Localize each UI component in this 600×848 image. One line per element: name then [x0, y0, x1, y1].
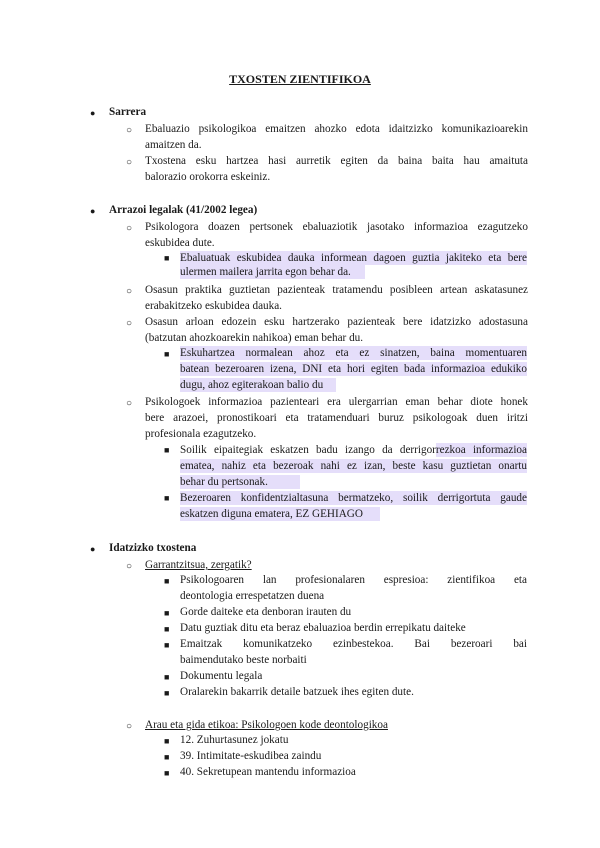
bullet-circle: ○ [126, 286, 133, 297]
bullet-circle: ○ [126, 561, 133, 572]
document-title: TXOSTEN ZIENTIFIKOA [229, 72, 371, 86]
arrazoi-subitem-3-line-1: Soilik eipaitegiak eskatzen badu izango da derrigorrezkoa informazioa [180, 444, 527, 456]
bullet-square: ■ [164, 445, 170, 455]
arrazoi-subitem-1-line-1: Ebaluatuak eskubidea dauka informean dagoen guztia jakiteko eta bere [180, 252, 527, 264]
reason-4-line-2: baimendutako beste norbaiti [180, 654, 307, 666]
reason-6: Oralarekin bakarrik detaile batzuek ihes egiten dute. [180, 686, 414, 698]
arrazoi-item-3-line-2: (batzutan ahozkoarekin nahikoa) eman behar du. [145, 332, 364, 344]
bullet-square: ■ [164, 253, 170, 263]
arrazoi-item-1-line-1: Psikologora doazen pertsonek ebaluaziotik jasotako informazioa ezagutzeko [145, 221, 528, 233]
reason-3: Datu guztiak ditu eta beraz ebaluazioa berdin errepikatu daiteke [180, 622, 466, 634]
bullet-circle: ○ [126, 157, 133, 168]
bullet-circle: ○ [126, 318, 133, 329]
bullet-square: ■ [164, 576, 170, 586]
bullet-square: ■ [164, 493, 170, 503]
bullet-square: ■ [164, 672, 170, 682]
bullet-square: ■ [164, 752, 170, 762]
bullet-square: ■ [164, 349, 170, 359]
sarrera-item-1-line-1: Ebaluazio psikologikoa emaitzen ahozko edota idaitzizko komunikazioarekin [145, 123, 528, 135]
reason-4-line-1: Emaitzak komunikatzeko ezinbestekoa. Bai bezeroari bai [180, 638, 527, 650]
arrazoi-item-4-line-1: Psikologoek informazioa pazienteari era ulergarrian eman behar diote honek [145, 396, 528, 408]
arrazoi-subitem-2-line-2: batean bezeroaren izena, DNI eta hori egiten bada informazioa edukiko [180, 363, 527, 375]
arrazoi-subitem-2-line-1: Eskuhartzea normalean ahoz eta ez sinatzen, baina momentuaren [180, 347, 527, 359]
bullet-circle: ○ [126, 721, 133, 732]
bullet-circle: ○ [126, 398, 133, 409]
arrazoi-subitem-3-line-2: ematea, nahiz eta bezeroak nahi ez izan, beste kasu guztietan onartu [180, 460, 527, 472]
arrazoi-subitem-4-line-1: Bezeroaren konfidentzialtasuna bermatzeko, soilik derrigortuta gaude [180, 492, 527, 504]
section-heading-sarrera: Sarrera [109, 106, 147, 118]
rule-item: 12. Zuhurtasunez jokatu [180, 734, 289, 746]
garrantzitsua-subheading: Garrantzitsua, zergatik? [145, 559, 252, 571]
bullet-square: ■ [164, 640, 170, 650]
rule-item: 40. Sekretupean mantendu informazioa [180, 766, 356, 778]
arrazoi-item-2-line-2: erabakitzeko eskubidea dauka. [145, 300, 282, 312]
arrazoi-item-4-line-3: profesionala ezagutzeko. [145, 428, 257, 440]
reason-1-line-2: deontologia errespetatzen duena [180, 590, 325, 602]
bullet-disc: ● [90, 206, 96, 216]
sarrera-item-1-line-2: amaitzen da. [145, 139, 202, 151]
arrazoi-subitem-3-line-3: behar du pertsonak. [180, 476, 268, 488]
arrazoi-subitem-1-line-2: ulermen mailera jarrita egon behar da. [180, 266, 351, 278]
arrazoi-item-2-line-1: Osasun praktika guztietan pazienteak tratamendu posibleen artean askatasunez [145, 284, 528, 296]
bullet-disc: ● [90, 544, 96, 554]
bullet-disc: ● [90, 108, 96, 118]
bullet-square: ■ [164, 624, 170, 634]
sarrera-item-2-line-2: balorazio orokorra eskeiniz. [145, 171, 271, 183]
bullet-square: ■ [164, 768, 170, 778]
arrazoi-subitem-2-line-3: dugu, ahoz egiterakoan balio du [180, 379, 324, 391]
reason-1-line-1: Psikologoaren lan profesionalaren espresioa: zientifikoa eta [180, 574, 527, 586]
bullet-circle: ○ [126, 125, 133, 136]
section-heading-idatzizko-txostena: Idatzizko txostena [109, 542, 197, 554]
arrazoi-subitem-4-line-2: eskatzen diguna ematera, EZ GEHIAGO [180, 508, 363, 520]
bullet-square: ■ [164, 736, 170, 746]
arrazoi-item-4-line-2: bere arazoei, pronostikoari eta tratamenduari buruz psikologoak duen iritzi [145, 412, 528, 424]
bullet-circle: ○ [126, 223, 133, 234]
reason-2: Gorde daiteke eta denboran irauten du [180, 606, 352, 618]
arau-subheading: Arau eta gida etikoa: Psikologoen kode deontologikoa [145, 719, 388, 731]
arrazoi-item-3-line-1: Osasun arloan edozein esku hartzerako pazienteak bere idatzizko adostasuna [145, 316, 528, 328]
arrazoi-item-1-line-2: eskubidea dute. [145, 237, 215, 249]
section-heading-arrazoi-legalak: Arrazoi legalak (41/2002 legea) [109, 204, 258, 216]
reason-5: Dokumentu legala [180, 670, 263, 682]
sarrera-item-2-line-1: Txostena esku hartzea hasi aurretik egiten da baina baita hau amaituta [145, 155, 528, 167]
bullet-square: ■ [164, 608, 170, 618]
rule-item: 39. Intimitate-eskudibea zaindu [180, 750, 322, 762]
bullet-square: ■ [164, 688, 170, 698]
